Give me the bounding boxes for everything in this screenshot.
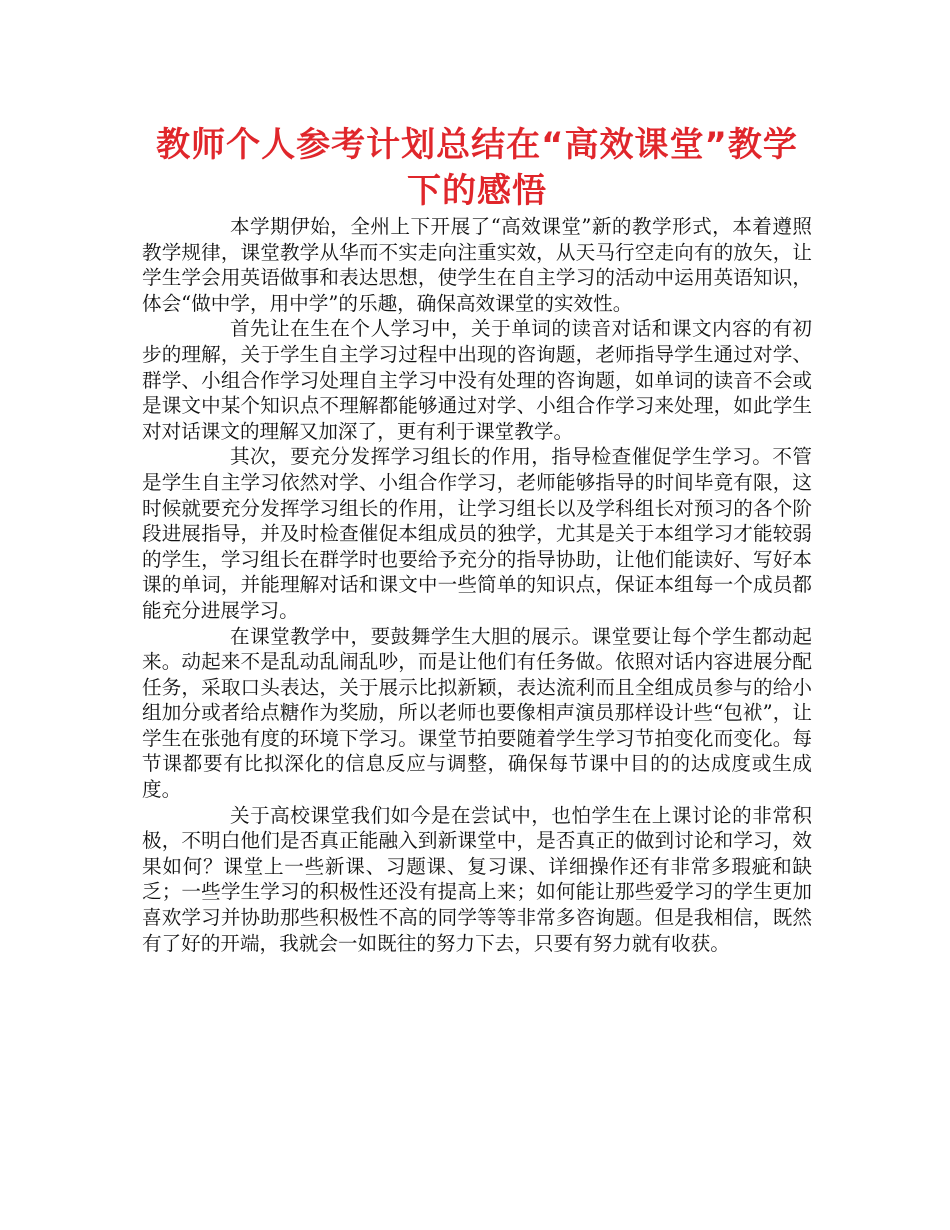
paragraph-3: 其次，要充分发挥学习组长的作用，指导检查催促学生学习。不管是学生自主学习依然对学、小组合作学习，老师能够指导的时间毕竟有限，这时候就要充分发挥学习组长的作用，让学习组长以及学科组长对预习的各个阶段进展指导，并及时检查催促本组成员的独学，尤其是关于本组学习才能较弱的学生，学习组长在群学时也要给予充分的指导协助，让他们能读好、写好本课的单词，并能理解对话和课文中一些简单的知识点，保证本组每一个成员都能充分进展学习。 [142,445,812,622]
paragraph-5: 关于高校课堂我们如今是在尝试中，也怕学生在上课讨论的非常积极，不明白他们是否真正能融入到新课堂中，是否真正的做到讨论和学习，效果如何？课堂上一些新课、习题课、复习课、详细操作还有非常多瑕疵和缺乏；一些学生学习的积极性还没有提高上来；如何能让那些爱学习的学生更加喜欢学习并协助那些积极性不高的同学等等非常多咨询题。但是我相信，既然有了好的开端，我就会一如既往的努力下去，只要有努力就有收获。 [142,803,812,955]
document-body [142,214,812,956]
document-title: 教师个人参考计划总结在“高效课堂”教学下的感悟 [156,125,798,211]
paragraph-2: 首先让在生在个人学习中，关于单词的读音对话和课文内容的有初步的理解，关于学生自主学习过程中出现的咨询题，老师指导学生通过对学、群学、小组合作学习处理自主学习中没有处理的咨询题，如单词的读音不会或是课文中某个知识点不理解都能够通过对学、小组合作学习来处理，如此学生对对话课文的理解又加深了，更有利于课堂教学。 [142,317,812,443]
paragraph-1: 本学期伊始，全州上下开展了“高效课堂”新的教学形式，本着遵照教学规律，课堂教学从华而不实走向注重实效，从天马行空走向有的放矢，让学生学会用英语做事和表达思想，使学生在自主学习的活动中运用英语知识，体会“做中学，用中学”的乐趣，确保高效课堂的实效性。 [142,215,812,315]
document-page [142,122,812,956]
paragraph-4: 在课堂教学中，要鼓舞学生大胆的展示。课堂要让每个学生都动起来。动起来不是乱动乱闹乱吵，而是让他们有任务做。依照对话内容进展分配任务，采取口头表达，关于展示比拟新颖，表达流利而且全组成员参与的给小组加分或者给点糖作为奖励，所以老师也要像相声演员那样设计些“包袱”，让学生在张弛有度的环境下学习。课堂节拍要随着学生学习节拍变化而变化。每节课都要有比拟深化的信息反应与调整，确保每节课中目的的达成度或生成度。 [142,624,812,802]
